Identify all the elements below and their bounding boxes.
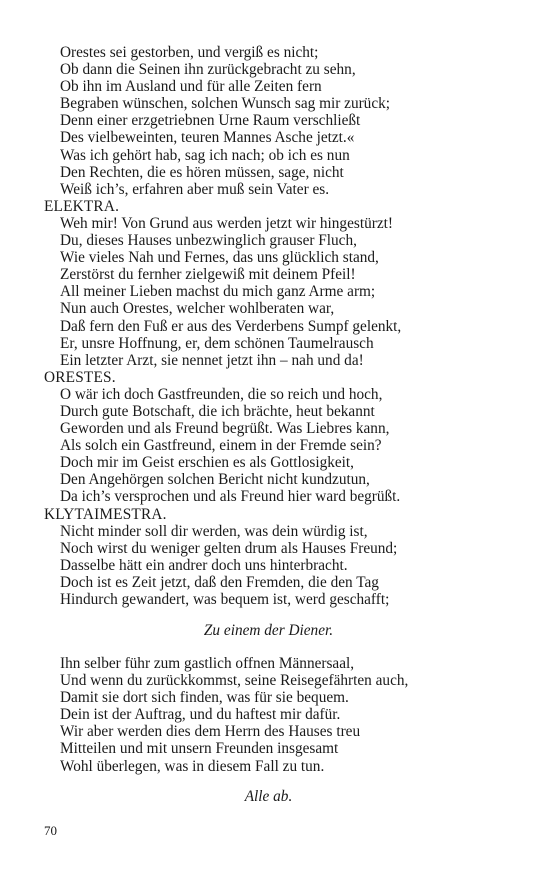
verse-line: Nun auch Orestes, welcher wohlberaten war, (60, 300, 335, 318)
verse-line: Als solch ein Gastfreund, einem in der Fremde sein? (60, 437, 382, 455)
verse-line: O wär ich doch Gastfreunden, die so reich und hoch, (60, 385, 383, 403)
verse-line: Wir aber werden dies dem Herrn des Hauses treu (60, 723, 361, 741)
verse-line: Ob dann die Seinen ihn zurückgebracht zu sehn, (60, 61, 356, 79)
verse-line: Doch mir im Geist erschien es als Gottlosigkeit, (60, 454, 354, 472)
verse-line: Ein letzter Arzt, sie nennet jetzt ihn – nah und da! (60, 351, 364, 369)
verse-line: Ob ihn im Ausland und für alle Zeiten fern (60, 78, 322, 96)
verse-line: Dasselbe hätt ein andrer doch uns hinterbracht. (60, 556, 348, 574)
verse-line: Daß fern den Fuß er aus des Verderbens Sumpf gelenkt, (60, 317, 402, 335)
verse-line: Den Rechten, die es hören müssen, sage, nicht (60, 163, 344, 181)
verse-line: Doch ist es Zeit jetzt, daß den Fremden, die den Tag (60, 573, 379, 591)
page-number: 70 (44, 823, 57, 838)
speaker-name: ELEKTRA. (44, 197, 120, 215)
verse-line: Dein ist der Auftrag, und du haftest mir dafür. (60, 706, 341, 724)
verse-line: Geworden und als Freund begrüßt. Was Liebres kann, (60, 420, 390, 438)
verse-line: Durch gute Botschaft, die ich brächte, heut bekannt (60, 402, 375, 420)
speaker-name: ORESTES. (44, 368, 116, 386)
verse-line: Damit sie dort sich finden, was für sie bequem. (60, 689, 349, 707)
verse-line: Was ich gehört hab, sag ich nach; ob ich es nun (60, 146, 350, 164)
verse-line: Des vielbeweinten, teuren Mannes Asche jetzt.« (60, 129, 355, 147)
verse-line: Den Angehörgen solchen Bericht nicht kundzutun, (60, 471, 370, 489)
verse-line: Da ich’s versprochen und als Freund hier ward begrüßt. (60, 488, 401, 506)
verse-line: Begraben wünschen, solchen Wunsch sag mir zurück; (60, 95, 391, 113)
verse-line: Nicht minder soll dir werden, was dein würdig ist, (60, 522, 368, 540)
speaker-name: KLYTAIMESTRA. (44, 505, 167, 523)
verse-line: Und wenn du zurückkommst, seine Reisegefährten auch, (60, 672, 409, 690)
verse-line: Ihn selber führ zum gastlich offnen Männersaal, (60, 655, 355, 672)
verse-line: Hindurch gewandert, was bequem ist, werd geschafft; (60, 591, 390, 608)
verse-line: Er, unsre Hoffnung, er, dem schönen Taumelrausch (60, 334, 374, 352)
verse-line: Denn einer erzgetriebnen Urne Raum verschließt (60, 112, 361, 130)
verse-line: Mitteilen und mit unsern Freunden insgesamt (60, 740, 339, 758)
stage-direction-2: Alle ab. (244, 788, 293, 805)
verse-line: All meiner Lieben machst du mich ganz Arme arm; (60, 283, 376, 301)
stage-direction-1: Zu einem der Diener. (203, 622, 334, 639)
verse-block-2 (44, 655, 514, 775)
verse-line: Weh mir! Von Grund aus werden jetzt wir hingestürzt! (60, 214, 393, 232)
verse-line: Orestes sei gestorben, und vergiß es nicht; (60, 44, 319, 61)
verse-line: Noch wirst du weniger gelten drum als Hauses Freund; (60, 539, 398, 557)
verse-line: Wohl überlegen, was in diesem Fall zu tun. (60, 757, 325, 775)
verse-line: Wie vieles Nah und Fernes, das uns glücklich stand, (60, 249, 379, 267)
verse-block-1 (44, 44, 514, 608)
verse-line: Weiß ich’s, erfahren aber muß sein Vater es. (60, 180, 330, 198)
verse-line: Zerstörst du fernher zielgewiß mit deinem Pfeil! (60, 266, 356, 284)
verse-line: Du, dieses Hauses unbezwinglich grauser Fluch, (60, 232, 357, 250)
